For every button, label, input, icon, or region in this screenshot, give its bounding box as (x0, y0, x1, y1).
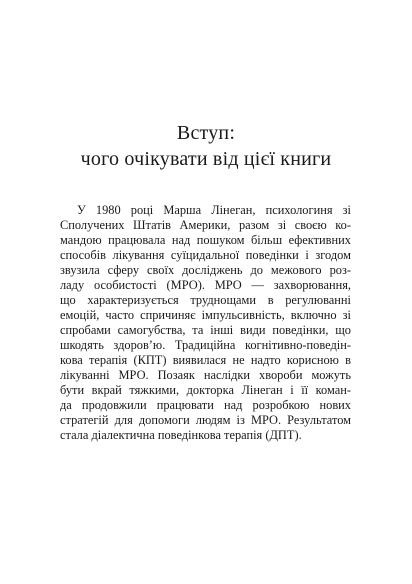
paragraph-line: звузила сферу своїх досліджень до межового роз- (60, 263, 351, 277)
paragraph-line: спробами самогубства, та інші види поведінки, що (60, 323, 351, 337)
paragraph-line: стратегій для допомоги людям із МРО. Результатом (60, 413, 351, 427)
paragraph-line: емоцій, часто спричиняє імпульсивність, включно зі (60, 308, 351, 322)
paragraph-line: кова терапія (КПТ) виявилася не надто корисною в (60, 353, 351, 367)
paragraph-line: да продовжили працювати над розробкою нових (60, 398, 351, 412)
paragraph-line: Сполучених Штатів Америки, разом зі своєю ко- (60, 218, 351, 232)
paragraph-line: лікуванні МРО. Позаяк наслідки хвороби можуть (60, 368, 351, 382)
paragraph-line: бути вкрай тяжкими, докторка Лінеган і її коман- (60, 383, 351, 397)
chapter-title-line-2: чого очікувати від цієї книги (80, 148, 332, 170)
paragraph-line: способів лікування суїцидальної поведінки і згодом (60, 248, 351, 262)
paragraph-line: що характеризується труднощами в регулюванні (60, 293, 351, 307)
paragraph-line: ладу особистості (МРО). МРО — захворювання, (60, 278, 351, 292)
chapter-title-line-1: Вступ: (176, 122, 236, 144)
paragraph-line: шкодять здоров’ю. Традиційна когнітивно-поведін- (60, 338, 351, 352)
paragraph-line: мандою працювала над пошуком більш ефективних (60, 233, 351, 247)
paragraph-line: стала діалектична поведінкова терапія (ДПТ). (60, 428, 302, 442)
paragraph-line: У 1980 році Марша Лінеган, психологиня зі (77, 203, 351, 217)
intro-paragraph (60, 203, 351, 443)
